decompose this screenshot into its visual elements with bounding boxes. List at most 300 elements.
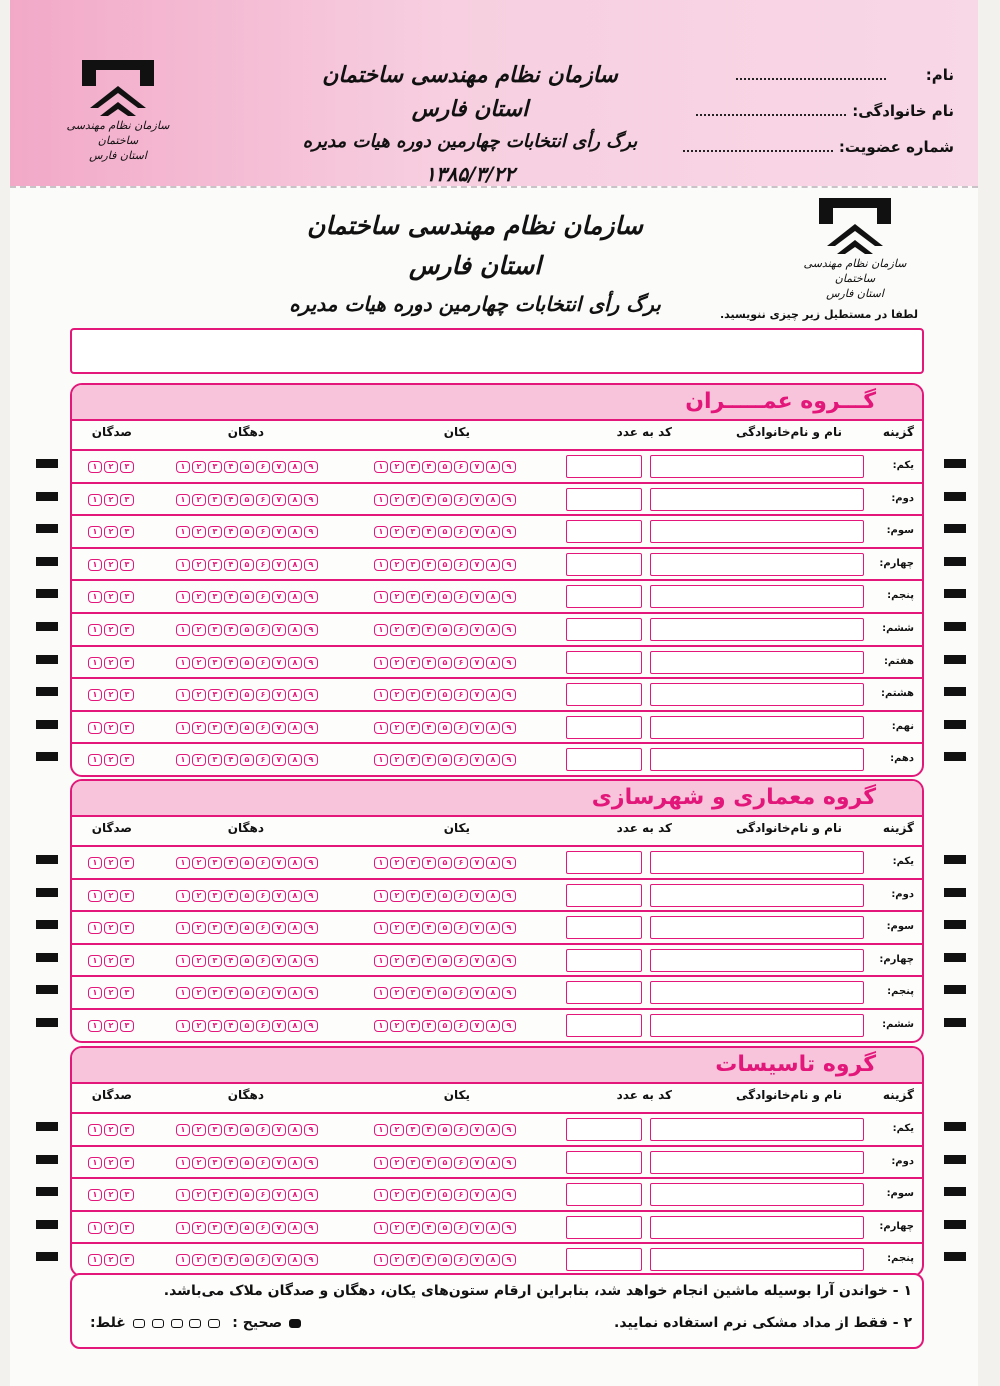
digit-bubble[interactable]: ۹: [304, 1222, 318, 1234]
digit-bubble[interactable]: ۳: [208, 689, 222, 701]
digit-bubble[interactable]: ۶: [454, 1157, 468, 1169]
digit-bubble[interactable]: ۲: [192, 722, 206, 734]
digit-bubble[interactable]: ۴: [422, 494, 436, 506]
digit-bubble[interactable]: ۸: [486, 1189, 500, 1201]
digit-bubble[interactable]: ۱: [374, 1020, 388, 1032]
digit-bubble[interactable]: ۸: [288, 754, 302, 766]
digit-bubble[interactable]: ۱: [176, 1124, 190, 1136]
digit-bubble[interactable]: ۵: [438, 1020, 452, 1032]
candidate-name-box[interactable]: [650, 1118, 864, 1141]
digit-bubble[interactable]: ۵: [240, 1020, 254, 1032]
digit-bubble[interactable]: ۳: [406, 494, 420, 506]
digit-bubble[interactable]: ۴: [422, 657, 436, 669]
digit-bubble[interactable]: ۱: [176, 559, 190, 571]
digit-bubble[interactable]: ۳: [120, 890, 134, 902]
digit-bubble[interactable]: ۸: [288, 657, 302, 669]
digit-bubble[interactable]: ۳: [208, 1189, 222, 1201]
digit-bubble[interactable]: ۴: [224, 955, 238, 967]
digit-bubble[interactable]: ۱: [88, 1222, 102, 1234]
digit-bubble[interactable]: ۱: [374, 461, 388, 473]
digit-bubble[interactable]: ۲: [104, 1189, 118, 1201]
digit-bubble[interactable]: ۲: [390, 1020, 404, 1032]
digit-bubble[interactable]: ۵: [240, 1222, 254, 1234]
digit-bubble[interactable]: ۳: [406, 922, 420, 934]
digit-bubble[interactable]: ۹: [304, 955, 318, 967]
digit-bubble[interactable]: ۵: [438, 987, 452, 999]
digit-bubble[interactable]: ۳: [208, 890, 222, 902]
digit-bubble[interactable]: ۶: [454, 1124, 468, 1136]
digit-bubble[interactable]: ۴: [422, 722, 436, 734]
digit-bubble[interactable]: ۶: [256, 657, 270, 669]
digit-bubble[interactable]: ۵: [438, 1124, 452, 1136]
digit-bubble[interactable]: ۷: [272, 955, 286, 967]
digit-bubble[interactable]: ۲: [192, 559, 206, 571]
candidate-name-box[interactable]: [650, 488, 864, 511]
digit-bubble[interactable]: ۱: [88, 1157, 102, 1169]
digit-bubble[interactable]: ۲: [192, 494, 206, 506]
digit-bubble[interactable]: ۵: [240, 955, 254, 967]
digit-bubble[interactable]: ۴: [422, 955, 436, 967]
digit-bubble[interactable]: ۷: [470, 559, 484, 571]
digit-bubble[interactable]: ۶: [256, 955, 270, 967]
digit-bubble[interactable]: ۹: [304, 890, 318, 902]
digit-bubble[interactable]: ۷: [272, 1124, 286, 1136]
digit-bubble[interactable]: ۳: [120, 591, 134, 603]
digit-bubble[interactable]: ۱: [176, 1157, 190, 1169]
digit-bubble[interactable]: ۸: [288, 624, 302, 636]
digit-bubble[interactable]: ۷: [470, 955, 484, 967]
digit-bubble[interactable]: ۱: [176, 689, 190, 701]
digit-bubble[interactable]: ۳: [208, 1020, 222, 1032]
digit-bubble[interactable]: ۳: [406, 559, 420, 571]
digit-bubble[interactable]: ۵: [438, 722, 452, 734]
digit-bubble[interactable]: ۴: [224, 754, 238, 766]
digit-bubble[interactable]: ۳: [120, 559, 134, 571]
candidate-code-box[interactable]: [566, 884, 642, 907]
candidate-name-box[interactable]: [650, 981, 864, 1004]
digit-bubble[interactable]: ۷: [272, 689, 286, 701]
digit-bubble[interactable]: ۹: [502, 657, 516, 669]
digit-bubble[interactable]: ۳: [120, 922, 134, 934]
digit-bubble[interactable]: ۷: [470, 1189, 484, 1201]
name-dotted-line[interactable]: [736, 68, 886, 80]
digit-bubble[interactable]: ۸: [288, 1189, 302, 1201]
digit-bubble[interactable]: ۵: [240, 1254, 254, 1266]
digit-bubble[interactable]: ۱: [374, 1254, 388, 1266]
digit-bubble[interactable]: ۲: [390, 722, 404, 734]
digit-bubble[interactable]: ۴: [224, 922, 238, 934]
digit-bubble[interactable]: ۷: [470, 526, 484, 538]
digit-bubble[interactable]: ۱: [88, 857, 102, 869]
digit-bubble[interactable]: ۳: [120, 955, 134, 967]
digit-bubble[interactable]: ۴: [224, 1189, 238, 1201]
digit-bubble[interactable]: ۹: [502, 1189, 516, 1201]
digit-bubble[interactable]: ۹: [304, 1254, 318, 1266]
digit-bubble[interactable]: ۱: [176, 494, 190, 506]
candidate-code-box[interactable]: [566, 683, 642, 706]
digit-bubble[interactable]: ۶: [454, 1254, 468, 1266]
digit-bubble[interactable]: ۳: [120, 1222, 134, 1234]
digit-bubble[interactable]: ۳: [208, 461, 222, 473]
digit-bubble[interactable]: ۵: [438, 1157, 452, 1169]
digit-bubble[interactable]: ۲: [390, 922, 404, 934]
candidate-code-box[interactable]: [566, 455, 642, 478]
digit-bubble[interactable]: ۵: [240, 1189, 254, 1201]
digit-bubble[interactable]: ۵: [438, 1189, 452, 1201]
digit-bubble[interactable]: ۸: [486, 494, 500, 506]
digit-bubble[interactable]: ۹: [502, 890, 516, 902]
digit-bubble[interactable]: ۲: [192, 461, 206, 473]
digit-bubble[interactable]: ۷: [470, 1020, 484, 1032]
digit-bubble[interactable]: ۸: [486, 890, 500, 902]
digit-bubble[interactable]: ۲: [192, 526, 206, 538]
digit-bubble[interactable]: ۳: [406, 689, 420, 701]
digit-bubble[interactable]: ۲: [390, 461, 404, 473]
digit-bubble[interactable]: ۹: [502, 526, 516, 538]
digit-bubble[interactable]: ۳: [406, 624, 420, 636]
digit-bubble[interactable]: ۱: [176, 461, 190, 473]
digit-bubble[interactable]: ۶: [256, 987, 270, 999]
digit-bubble[interactable]: ۲: [390, 987, 404, 999]
digit-bubble[interactable]: ۳: [208, 1157, 222, 1169]
digit-bubble[interactable]: ۱: [176, 754, 190, 766]
digit-bubble[interactable]: ۹: [304, 722, 318, 734]
candidate-code-box[interactable]: [566, 1183, 642, 1206]
digit-bubble[interactable]: ۴: [224, 722, 238, 734]
digit-bubble[interactable]: ۴: [422, 922, 436, 934]
digit-bubble[interactable]: ۵: [240, 1124, 254, 1136]
digit-bubble[interactable]: ۴: [224, 494, 238, 506]
digit-bubble[interactable]: ۱: [88, 689, 102, 701]
candidate-code-box[interactable]: [566, 1118, 642, 1141]
digit-bubble[interactable]: ۱: [88, 526, 102, 538]
digit-bubble[interactable]: ۸: [288, 890, 302, 902]
family-field[interactable]: [683, 102, 954, 138]
digit-bubble[interactable]: ۹: [502, 1124, 516, 1136]
digit-bubble[interactable]: ۹: [304, 1189, 318, 1201]
digit-bubble[interactable]: ۲: [104, 1124, 118, 1136]
candidate-name-box[interactable]: [650, 884, 864, 907]
digit-bubble[interactable]: ۳: [406, 1222, 420, 1234]
candidate-name-box[interactable]: [650, 916, 864, 939]
digit-bubble[interactable]: ۳: [406, 657, 420, 669]
digit-bubble[interactable]: ۴: [422, 1189, 436, 1201]
digit-bubble[interactable]: ۲: [192, 1157, 206, 1169]
candidate-name-box[interactable]: [650, 553, 864, 576]
digit-bubble[interactable]: ۵: [438, 591, 452, 603]
digit-bubble[interactable]: ۷: [272, 1020, 286, 1032]
digit-bubble[interactable]: ۲: [104, 922, 118, 934]
digit-bubble[interactable]: ۶: [454, 754, 468, 766]
digit-bubble[interactable]: ۴: [422, 1124, 436, 1136]
digit-bubble[interactable]: ۳: [120, 526, 134, 538]
digit-bubble[interactable]: ۹: [304, 559, 318, 571]
digit-bubble[interactable]: ۳: [208, 657, 222, 669]
digit-bubble[interactable]: ۳: [406, 1189, 420, 1201]
digit-bubble[interactable]: ۲: [104, 1157, 118, 1169]
digit-bubble[interactable]: ۳: [120, 689, 134, 701]
digit-bubble[interactable]: ۲: [192, 1222, 206, 1234]
digit-bubble[interactable]: ۶: [256, 559, 270, 571]
digit-bubble[interactable]: ۶: [256, 722, 270, 734]
digit-bubble[interactable]: ۳: [406, 987, 420, 999]
digit-bubble[interactable]: ۵: [240, 890, 254, 902]
digit-bubble[interactable]: ۷: [470, 1124, 484, 1136]
digit-bubble[interactable]: ۹: [502, 1157, 516, 1169]
digit-bubble[interactable]: ۳: [208, 1254, 222, 1266]
digit-bubble[interactable]: ۵: [438, 689, 452, 701]
digit-bubble[interactable]: ۳: [406, 1157, 420, 1169]
digit-bubble[interactable]: ۳: [208, 624, 222, 636]
digit-bubble[interactable]: ۴: [422, 1222, 436, 1234]
digit-bubble[interactable]: ۲: [104, 461, 118, 473]
digit-bubble[interactable]: ۹: [502, 559, 516, 571]
digit-bubble[interactable]: ۱: [88, 890, 102, 902]
digit-bubble[interactable]: ۴: [422, 591, 436, 603]
digit-bubble[interactable]: ۹: [502, 722, 516, 734]
digit-bubble[interactable]: ۵: [240, 494, 254, 506]
digit-bubble[interactable]: ۱: [88, 559, 102, 571]
digit-bubble[interactable]: ۵: [438, 526, 452, 538]
digit-bubble[interactable]: ۲: [104, 591, 118, 603]
digit-bubble[interactable]: ۷: [272, 1222, 286, 1234]
digit-bubble[interactable]: ۷: [470, 689, 484, 701]
digit-bubble[interactable]: ۲: [104, 624, 118, 636]
digit-bubble[interactable]: ۲: [390, 526, 404, 538]
digit-bubble[interactable]: ۱: [176, 1189, 190, 1201]
digit-bubble[interactable]: ۳: [120, 1020, 134, 1032]
digit-bubble[interactable]: ۹: [502, 689, 516, 701]
digit-bubble[interactable]: ۷: [470, 987, 484, 999]
digit-bubble[interactable]: ۹: [304, 1020, 318, 1032]
candidate-code-box[interactable]: [566, 618, 642, 641]
digit-bubble[interactable]: ۹: [502, 591, 516, 603]
digit-bubble[interactable]: ۸: [486, 1254, 500, 1266]
digit-bubble[interactable]: ۶: [454, 1189, 468, 1201]
digit-bubble[interactable]: ۲: [390, 1189, 404, 1201]
digit-bubble[interactable]: ۷: [272, 754, 286, 766]
digit-bubble[interactable]: ۱: [374, 591, 388, 603]
digit-bubble[interactable]: ۲: [390, 857, 404, 869]
candidate-name-box[interactable]: [650, 851, 864, 874]
candidate-name-box[interactable]: [650, 1151, 864, 1174]
candidate-name-box[interactable]: [650, 716, 864, 739]
digit-bubble[interactable]: ۲: [192, 857, 206, 869]
digit-bubble[interactable]: ۳: [120, 722, 134, 734]
digit-bubble[interactable]: ۱: [176, 857, 190, 869]
digit-bubble[interactable]: ۸: [486, 1157, 500, 1169]
digit-bubble[interactable]: ۴: [224, 559, 238, 571]
digit-bubble[interactable]: ۵: [240, 526, 254, 538]
candidate-name-box[interactable]: [650, 949, 864, 972]
digit-bubble[interactable]: ۱: [374, 1222, 388, 1234]
digit-bubble[interactable]: ۹: [304, 922, 318, 934]
candidate-name-box[interactable]: [650, 1248, 864, 1271]
digit-bubble[interactable]: ۲: [390, 1222, 404, 1234]
candidate-name-box[interactable]: [650, 1216, 864, 1239]
digit-bubble[interactable]: ۶: [256, 624, 270, 636]
digit-bubble[interactable]: ۷: [272, 1157, 286, 1169]
digit-bubble[interactable]: ۵: [240, 754, 254, 766]
digit-bubble[interactable]: ۱: [176, 955, 190, 967]
digit-bubble[interactable]: ۴: [422, 1157, 436, 1169]
digit-bubble[interactable]: ۲: [390, 754, 404, 766]
digit-bubble[interactable]: ۱: [88, 657, 102, 669]
digit-bubble[interactable]: ۶: [256, 1222, 270, 1234]
digit-bubble[interactable]: ۷: [272, 461, 286, 473]
digit-bubble[interactable]: ۹: [502, 624, 516, 636]
digit-bubble[interactable]: ۴: [422, 754, 436, 766]
digit-bubble[interactable]: ۹: [304, 754, 318, 766]
digit-bubble[interactable]: ۵: [438, 857, 452, 869]
candidate-code-box[interactable]: [566, 1216, 642, 1239]
digit-bubble[interactable]: ۱: [176, 722, 190, 734]
digit-bubble[interactable]: ۳: [208, 559, 222, 571]
digit-bubble[interactable]: ۲: [192, 624, 206, 636]
digit-bubble[interactable]: ۶: [256, 1254, 270, 1266]
digit-bubble[interactable]: ۸: [486, 754, 500, 766]
digit-bubble[interactable]: ۶: [256, 461, 270, 473]
digit-bubble[interactable]: ۱: [176, 987, 190, 999]
family-dotted-line[interactable]: [696, 104, 846, 116]
digit-bubble[interactable]: ۷: [470, 1254, 484, 1266]
digit-bubble[interactable]: ۱: [374, 494, 388, 506]
digit-bubble[interactable]: ۸: [288, 722, 302, 734]
digit-bubble[interactable]: ۷: [272, 1189, 286, 1201]
digit-bubble[interactable]: ۹: [304, 494, 318, 506]
digit-bubble[interactable]: ۵: [240, 461, 254, 473]
digit-bubble[interactable]: ۸: [288, 461, 302, 473]
digit-bubble[interactable]: ۲: [390, 1254, 404, 1266]
digit-bubble[interactable]: ۸: [486, 591, 500, 603]
digit-bubble[interactable]: ۱: [176, 1020, 190, 1032]
digit-bubble[interactable]: ۴: [422, 857, 436, 869]
digit-bubble[interactable]: ۱: [374, 754, 388, 766]
digit-bubble[interactable]: ۳: [406, 1020, 420, 1032]
digit-bubble[interactable]: ۲: [390, 1157, 404, 1169]
digit-bubble[interactable]: ۳: [120, 987, 134, 999]
digit-bubble[interactable]: ۲: [192, 955, 206, 967]
digit-bubble[interactable]: ۷: [470, 754, 484, 766]
candidate-name-box[interactable]: [650, 651, 864, 674]
digit-bubble[interactable]: ۳: [120, 754, 134, 766]
digit-bubble[interactable]: ۳: [406, 591, 420, 603]
digit-bubble[interactable]: ۱: [374, 890, 388, 902]
digit-bubble[interactable]: ۴: [224, 987, 238, 999]
candidate-code-box[interactable]: [566, 553, 642, 576]
digit-bubble[interactable]: ۹: [304, 1157, 318, 1169]
digit-bubble[interactable]: ۸: [288, 955, 302, 967]
digit-bubble[interactable]: ۴: [224, 1222, 238, 1234]
digit-bubble[interactable]: ۸: [288, 1020, 302, 1032]
digit-bubble[interactable]: ۴: [224, 1254, 238, 1266]
digit-bubble[interactable]: ۶: [454, 624, 468, 636]
digit-bubble[interactable]: ۹: [502, 857, 516, 869]
digit-bubble[interactable]: ۱: [374, 657, 388, 669]
digit-bubble[interactable]: ۷: [272, 857, 286, 869]
digit-bubble[interactable]: ۷: [272, 624, 286, 636]
digit-bubble[interactable]: ۵: [438, 890, 452, 902]
digit-bubble[interactable]: ۸: [288, 1254, 302, 1266]
digit-bubble[interactable]: ۷: [470, 857, 484, 869]
digit-bubble[interactable]: ۲: [104, 987, 118, 999]
digit-bubble[interactable]: ۷: [470, 461, 484, 473]
candidate-code-box[interactable]: [566, 1151, 642, 1174]
digit-bubble[interactable]: ۸: [486, 461, 500, 473]
digit-bubble[interactable]: ۷: [272, 591, 286, 603]
digit-bubble[interactable]: ۸: [486, 1124, 500, 1136]
digit-bubble[interactable]: ۷: [272, 657, 286, 669]
digit-bubble[interactable]: ۶: [454, 987, 468, 999]
digit-bubble[interactable]: ۶: [454, 1020, 468, 1032]
digit-bubble[interactable]: ۷: [272, 890, 286, 902]
digit-bubble[interactable]: ۲: [390, 559, 404, 571]
digit-bubble[interactable]: ۲: [390, 890, 404, 902]
digit-bubble[interactable]: ۱: [176, 922, 190, 934]
digit-bubble[interactable]: ۶: [454, 461, 468, 473]
digit-bubble[interactable]: ۱: [88, 922, 102, 934]
candidate-name-box[interactable]: [650, 683, 864, 706]
digit-bubble[interactable]: ۵: [438, 494, 452, 506]
digit-bubble[interactable]: ۷: [272, 1254, 286, 1266]
digit-bubble[interactable]: ۳: [208, 1222, 222, 1234]
digit-bubble[interactable]: ۱: [374, 689, 388, 701]
digit-bubble[interactable]: ۹: [502, 494, 516, 506]
digit-bubble[interactable]: ۶: [256, 689, 270, 701]
digit-bubble[interactable]: ۲: [104, 890, 118, 902]
digit-bubble[interactable]: ۳: [406, 461, 420, 473]
digit-bubble[interactable]: ۲: [104, 754, 118, 766]
digit-bubble[interactable]: ۸: [288, 922, 302, 934]
digit-bubble[interactable]: ۴: [422, 890, 436, 902]
digit-bubble[interactable]: ۷: [470, 494, 484, 506]
digit-bubble[interactable]: ۱: [374, 624, 388, 636]
digit-bubble[interactable]: ۶: [256, 1124, 270, 1136]
digit-bubble[interactable]: ۲: [192, 922, 206, 934]
digit-bubble[interactable]: ۷: [272, 722, 286, 734]
candidate-name-box[interactable]: [650, 520, 864, 543]
digit-bubble[interactable]: ۱: [88, 461, 102, 473]
digit-bubble[interactable]: ۲: [104, 657, 118, 669]
digit-bubble[interactable]: ۵: [438, 461, 452, 473]
digit-bubble[interactable]: ۱: [374, 955, 388, 967]
digit-bubble[interactable]: ۱: [176, 657, 190, 669]
digit-bubble[interactable]: ۳: [120, 494, 134, 506]
digit-bubble[interactable]: ۷: [470, 1157, 484, 1169]
digit-bubble[interactable]: ۳: [208, 922, 222, 934]
digit-bubble[interactable]: ۶: [454, 1222, 468, 1234]
candidate-code-box[interactable]: [566, 851, 642, 874]
digit-bubble[interactable]: ۸: [288, 1157, 302, 1169]
digit-bubble[interactable]: ۴: [224, 1020, 238, 1032]
digit-bubble[interactable]: ۱: [374, 526, 388, 538]
digit-bubble[interactable]: ۲: [192, 1189, 206, 1201]
digit-bubble[interactable]: ۷: [272, 494, 286, 506]
digit-bubble[interactable]: ۹: [502, 1020, 516, 1032]
digit-bubble[interactable]: ۵: [240, 857, 254, 869]
digit-bubble[interactable]: ۵: [240, 689, 254, 701]
candidate-code-box[interactable]: [566, 585, 642, 608]
digit-bubble[interactable]: ۳: [120, 1124, 134, 1136]
candidate-code-box[interactable]: [566, 651, 642, 674]
digit-bubble[interactable]: ۸: [486, 624, 500, 636]
digit-bubble[interactable]: ۶: [256, 857, 270, 869]
digit-bubble[interactable]: ۳: [406, 857, 420, 869]
digit-bubble[interactable]: ۸: [288, 1222, 302, 1234]
digit-bubble[interactable]: ۲: [104, 857, 118, 869]
digit-bubble[interactable]: ۷: [470, 722, 484, 734]
digit-bubble[interactable]: ۴: [224, 526, 238, 538]
